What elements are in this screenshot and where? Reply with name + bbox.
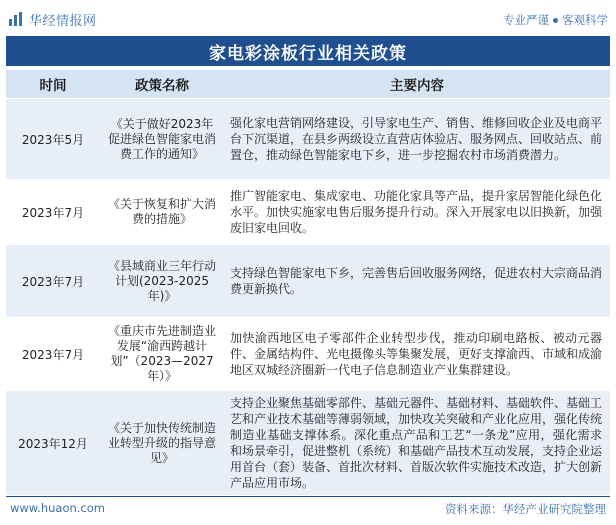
footer-divider (6, 496, 610, 497)
page-title: 家电彩涂板行业相关政策 (6, 36, 610, 66)
brand-name: 华经情报网 (29, 13, 97, 29)
footer (6, 496, 610, 518)
cell-policy-name: 《县域商业三年行动计划(2023-2025年)》 (107, 258, 216, 303)
header (0, 0, 616, 36)
data-source: 资料来源：华经产业研究院整理 (445, 502, 606, 516)
cell-content: 支持企业聚焦基础零部件、基础元器件、基础材料、基础软件、基础工艺和产业技术基础等薄弱领域，加快攻关突破和产业化应用，强化传统制造业基础支撑体系。深化重点产品和工艺“一条龙”应用，强化需求和场景牵引，促进整机（系统）和基础产品技术互动发展，支持企业运用首台（套）装备、首批次材料、首版次软件实施技术改造，扩大创新产品应用市场。 (230, 396, 603, 490)
cell-time: 2023年12月 (18, 436, 88, 451)
cell-policy-name: 《重庆市先进制造业发展“渝西跨越计划”（2023—2027年）》 (107, 324, 216, 383)
slogan (503, 12, 608, 28)
cell-time: 2023年7月 (21, 274, 85, 289)
table-row (6, 98, 610, 179)
table-row (6, 179, 610, 244)
brand-logo-icon (8, 11, 24, 27)
cell-time: 2023年7月 (21, 205, 85, 220)
column-header-policy-name: 政策名称 (135, 78, 189, 94)
slogan-dot-icon (553, 18, 558, 23)
cell-content: 推广智能家电、集成家电、功能化家具等产品，提升家居智能化绿色化水平。加快实施家电售后服务提升行动。深入开展家电以旧换新，加强废旧家电回收。 (230, 189, 603, 235)
column-header-main-content: 主要内容 (390, 78, 444, 94)
cell-time: 2023年5月 (21, 132, 85, 147)
cell-content: 强化家电营销网络建设，引导家电生产、销售、维修回收企业及电商平台下沉渠道，在县乡两级设立直营店体验店、服务网点、回收站点、前置仓，推动绿色智能家电下乡，进一步挖掘农村市场消费潜力。 (230, 116, 603, 162)
cell-policy-name: 《关于加快传统制造业转型升级的指导意见》 (107, 420, 216, 465)
slogan-left: 专业严谨 (503, 13, 549, 27)
table-header (6, 70, 610, 98)
table-row (6, 390, 610, 495)
column-header-time: 时间 (39, 78, 67, 94)
cell-time: 2023年7月 (21, 347, 85, 362)
table-row (6, 244, 610, 317)
site-url: www.huaon.com (10, 501, 105, 515)
table-row (6, 317, 610, 390)
cell-policy-name: 《关于恢复和扩大消费的措施》 (107, 197, 216, 226)
slogan-right: 客观科学 (562, 13, 608, 27)
cell-content: 支持绿色智能家电下乡，完善售后回收服务网络，促进农村大宗商品消费更新换代。 (230, 266, 603, 296)
cell-content: 加快渝西地区电子零部件企业转型步伐，推动印刷电路板、被动元器件、金属结构件、光电摄像头等集聚发展，更好支撑渝西、市域和成渝地区双城经济圈新一代电子信息制造业产业集群建设。 (230, 331, 603, 377)
cell-policy-name: 《关于做好2023年促进绿色智能家电消费工作的通知》 (107, 116, 216, 161)
policy-table (6, 70, 610, 495)
brand-logo (8, 10, 97, 28)
